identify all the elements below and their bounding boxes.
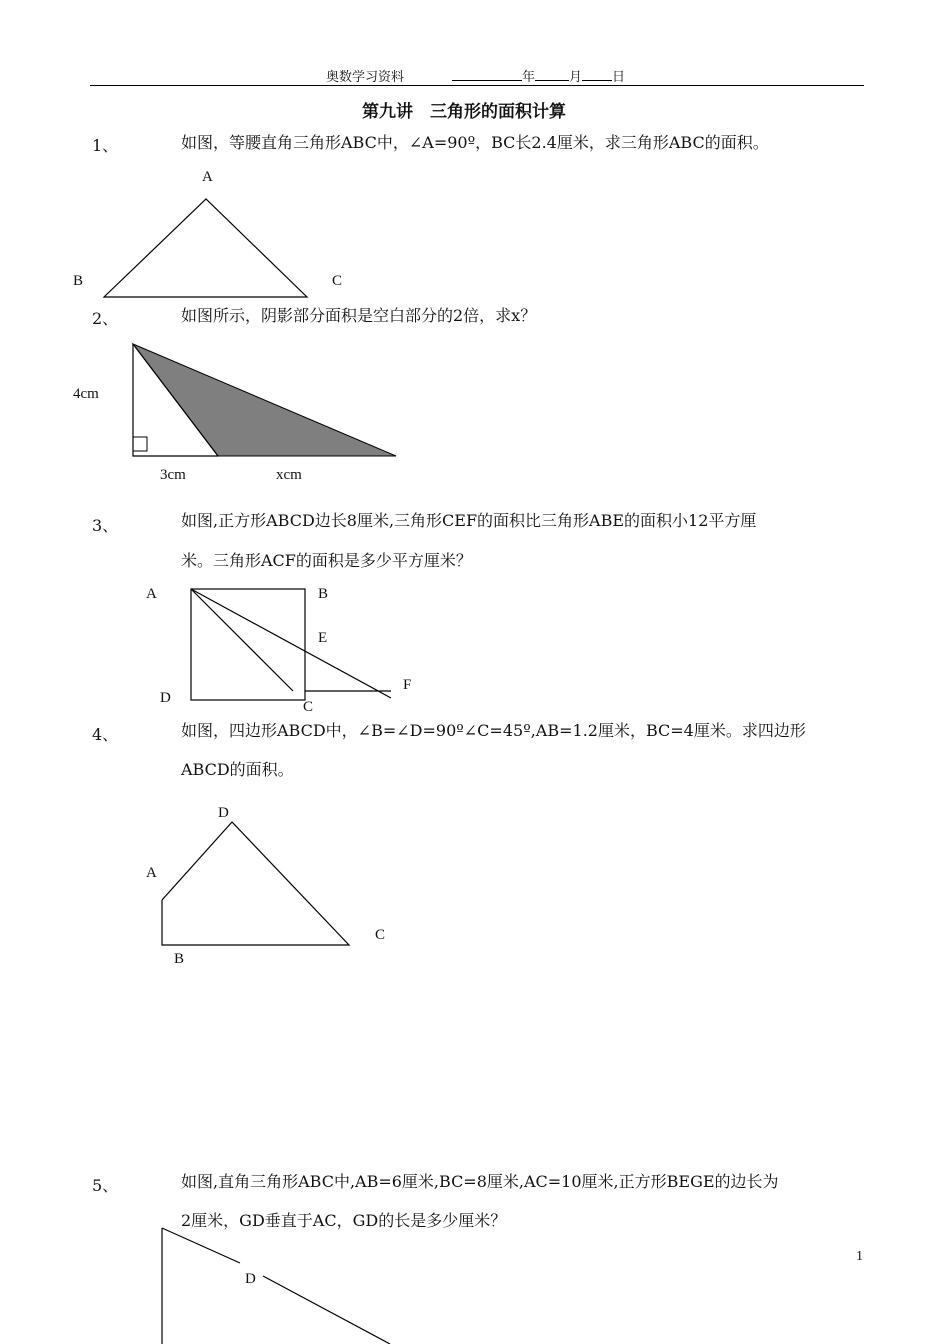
fig4-quadrilateral — [162, 822, 349, 945]
problem-2-number: 2、 — [92, 309, 119, 328]
fig3-label-a: A — [146, 586, 157, 602]
fig1-label-b: B — [73, 273, 84, 289]
problem-4-line-1: 如图，四边形ABCD中，∠B=∠D=90º∠C=45º,AB=1.2厘米，BC=4厘米。求四边形 — [181, 721, 806, 740]
problem-1-number: 1、 — [92, 136, 119, 155]
fig2-right-angle-mark — [133, 437, 147, 451]
fig2-label-right: xcm — [276, 467, 302, 483]
problem-4-line-2: ABCD的面积。 — [181, 760, 294, 779]
problem-3-number: 3、 — [92, 516, 119, 535]
fig4-label-d: D — [218, 805, 229, 821]
problem-3-line-1: 如图,正方形ABCD边长8厘米,三角形CEF的面积比三角形ABE的面积小12平方厘 — [181, 511, 757, 530]
fig4-label-c: C — [375, 927, 386, 943]
fig5-label-d: D — [245, 1271, 256, 1287]
header-title: 奥数学习资料 — [326, 70, 405, 85]
fig1-triangle — [104, 199, 307, 297]
fig3-line-af — [191, 589, 391, 698]
problem-5-line-1: 如图,直角三角形ABC中,AB=6厘米,BC=8厘米,AC=10厘米,正方形BEGE的边长为 — [181, 1172, 779, 1191]
fig4-label-b: B — [174, 951, 185, 967]
fig4-label-a: A — [146, 865, 157, 881]
year-label: 年 — [522, 70, 536, 85]
fig3-label-f: F — [403, 677, 412, 693]
fig2-label-height: 4cm — [73, 386, 99, 402]
fig3-line-ac — [191, 589, 293, 691]
page-number: 1 — [856, 1249, 863, 1264]
fig1-label-c: C — [332, 273, 343, 289]
fig2-label-left: 3cm — [160, 467, 186, 483]
problem-5-number: 5、 — [92, 1176, 119, 1195]
fig1-label-a: A — [202, 169, 213, 185]
problem-4-number: 4、 — [92, 725, 119, 744]
fig3-label-d: D — [160, 690, 171, 706]
fig5-side-ac-lower — [263, 1276, 390, 1344]
fig2-shaded-triangle — [133, 344, 396, 456]
problem-2-text: 如图所示，阴影部分面积是空白部分的2倍，求x？ — [181, 306, 537, 325]
month-label: 月 — [569, 70, 583, 85]
day-label: 日 — [612, 70, 626, 85]
fig3-label-c: C — [303, 699, 314, 715]
page-title: 第九讲 三角形的面积计算 — [362, 102, 566, 122]
fig3-label-b: B — [318, 586, 329, 602]
problem-5-line-2: 2厘米，GD垂直于AC，GD的长是多少厘米？ — [181, 1211, 507, 1230]
problem-1-text: 如图，等腰直角三角形ABC中，∠A=90º，BC长2.4厘米，求三角形ABC的面积。 — [181, 133, 769, 152]
problem-3-line-2: 米。三角形ACF的面积是多少平方厘米？ — [181, 551, 472, 570]
fig3-label-e: E — [318, 630, 328, 646]
